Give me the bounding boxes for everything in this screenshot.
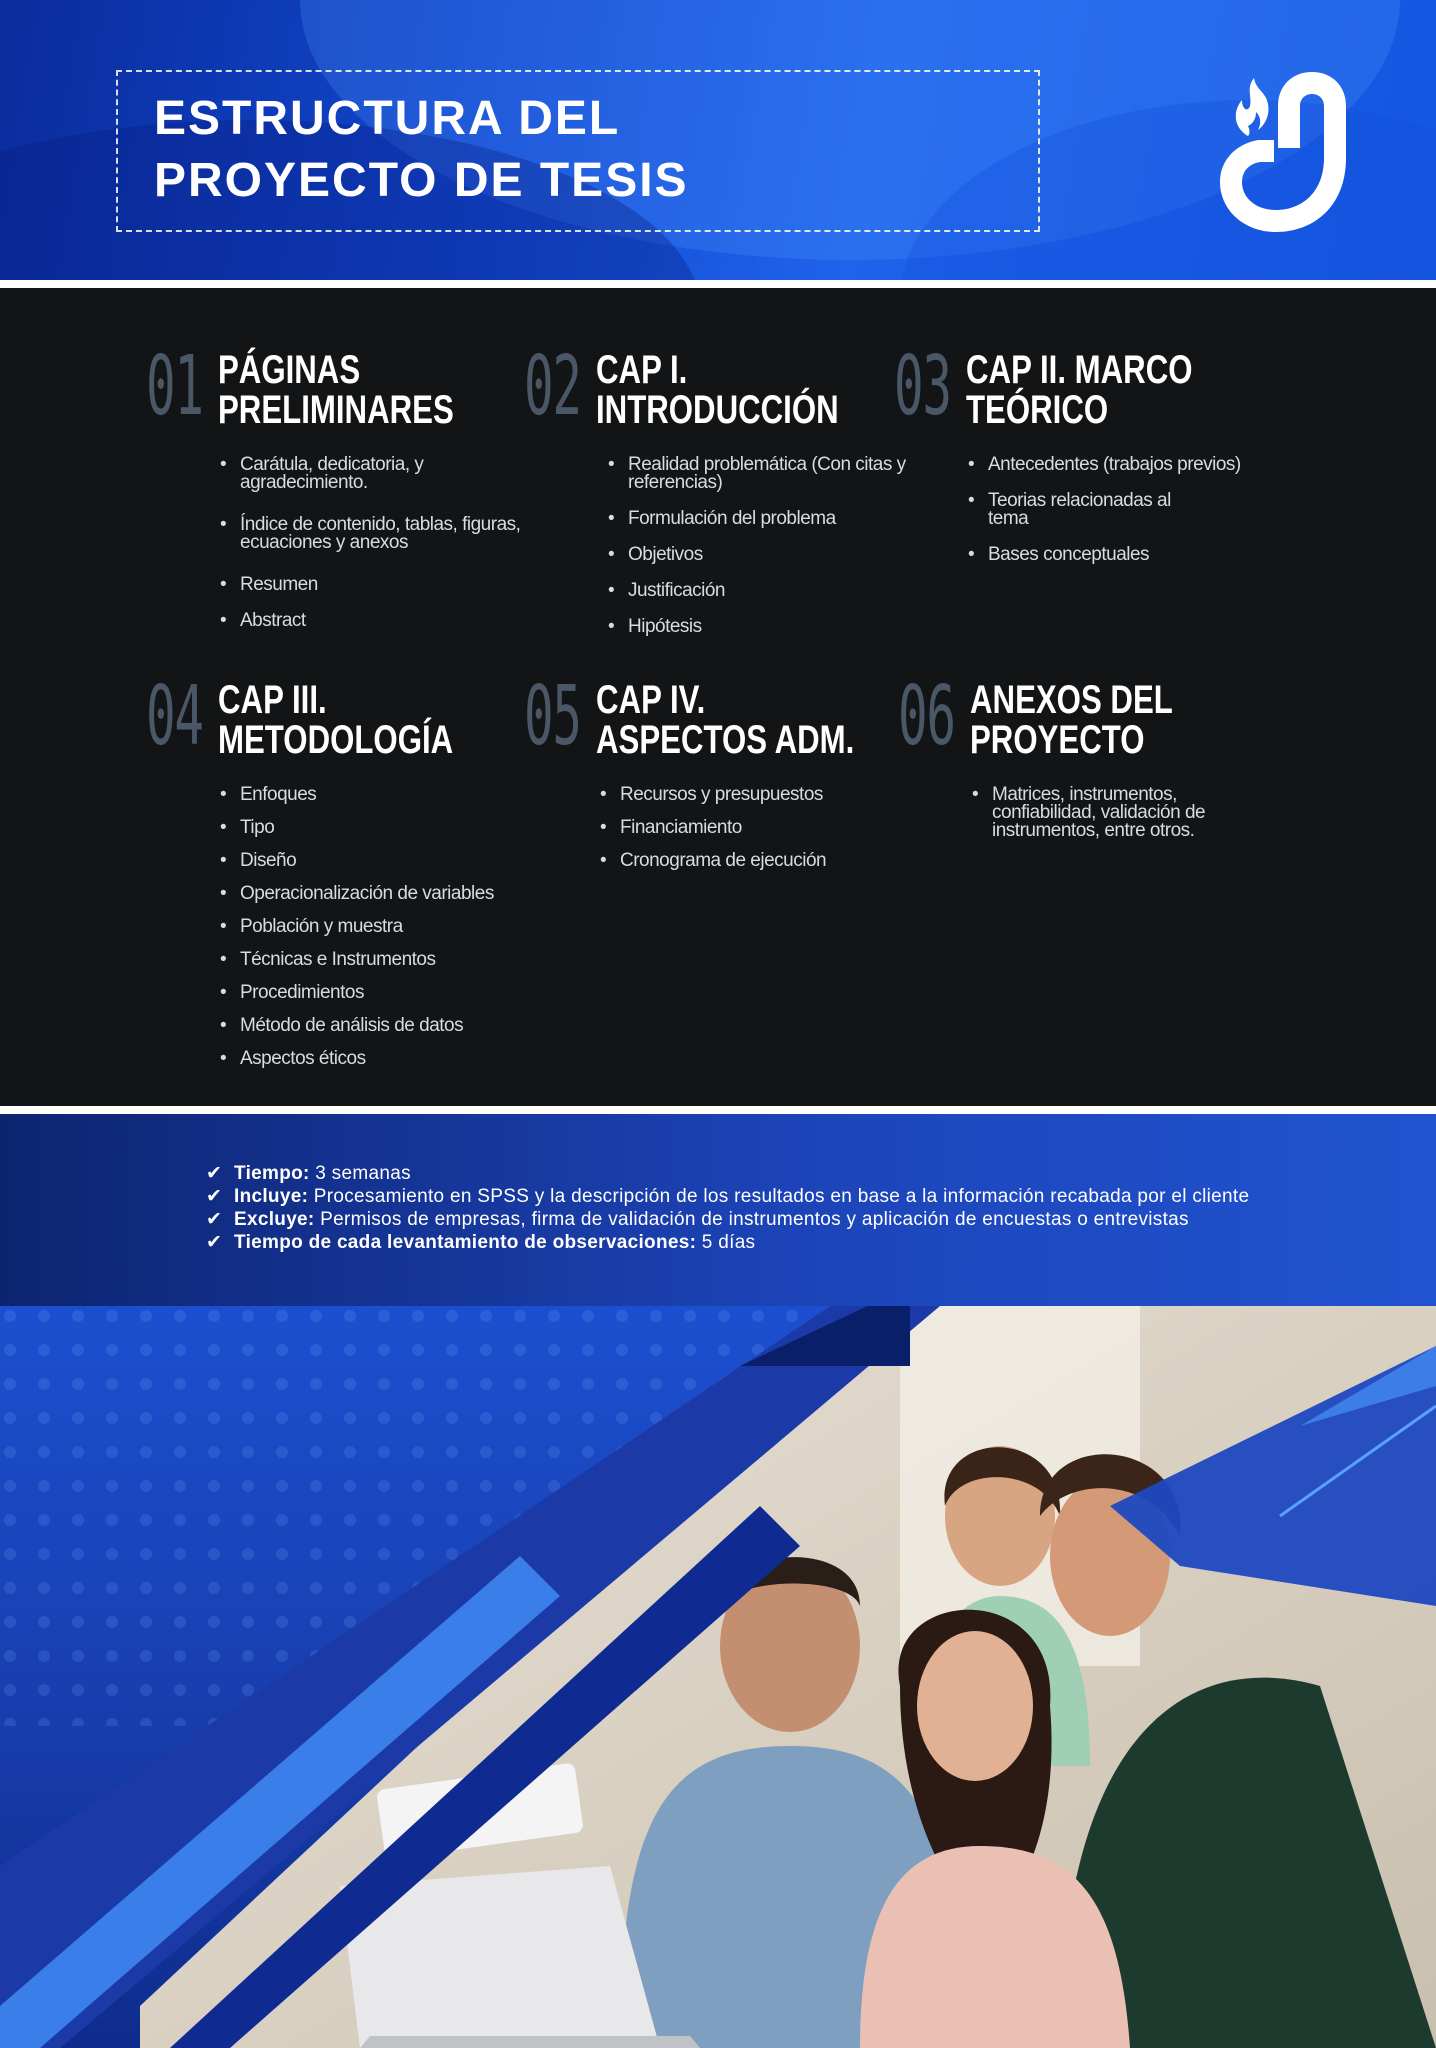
list-item: • Objetivos <box>628 546 918 564</box>
section-list <box>606 456 918 636</box>
header-banner <box>0 0 1436 280</box>
section-list <box>970 786 1252 840</box>
list-item: • Antecedentes (trabajos previos) <box>988 456 1318 474</box>
flame-j-logo-icon <box>1214 66 1354 236</box>
title-line-1: ESTRUCTURA DEL <box>154 92 621 145</box>
list-item: • Teorias relacionadas al tema <box>988 492 1188 528</box>
list-item: • Diseño <box>240 852 570 870</box>
list-item: • Hipótesis <box>628 618 918 636</box>
section-heading: PÁGINAS PRELIMINARES <box>218 348 454 432</box>
section-list <box>218 456 540 630</box>
list-item: • Financiamiento <box>620 819 920 837</box>
check-icon: ✔ <box>206 1186 223 1207</box>
section-heading: CAP I. INTRODUCCIÓN <box>596 348 839 432</box>
list-item: • Abstract <box>240 612 540 630</box>
list-item: • Técnicas e Instrumentos <box>240 951 570 969</box>
section-list <box>598 786 920 870</box>
list-item: • Resumen <box>240 576 540 594</box>
list-item: • Bases conceptuales <box>988 546 1318 564</box>
list-item: • Carátula, dedicatoria, y agradecimiento. <box>240 456 540 492</box>
section-number: 05 <box>524 669 581 764</box>
list-item: • Enfoques <box>240 786 570 804</box>
info-item: ✔ Excluye: Permisos de empresas, firma de validación de instrumentos y aplicación de encuestas o entrevistas <box>206 1209 1189 1230</box>
list-item: • Aspectos éticos <box>240 1050 570 1068</box>
list-item: • Formulación del problema <box>628 510 918 528</box>
list-item: • Matrices, instrumentos, confiabilidad, validación de instrumentos, entre otros. <box>992 786 1252 840</box>
structure-panel <box>0 288 1436 1106</box>
section-number: 03 <box>894 339 951 434</box>
section-heading: ANEXOS DEL PROYECTO <box>970 678 1173 762</box>
group-of-people-at-laptop-photo <box>0 1306 1436 2048</box>
divider <box>0 1106 1436 1114</box>
list-item: • Tipo <box>240 819 570 837</box>
list-item: • Realidad problemática (Con citas y referencias) <box>628 456 918 492</box>
section-number: 06 <box>898 669 955 764</box>
list-item: • Cronograma de ejecución <box>620 852 920 870</box>
check-icon: ✔ <box>206 1163 223 1184</box>
section-number: 04 <box>146 669 203 764</box>
info-item: ✔ Tiempo de cada levantamiento de observaciones: 5 días <box>206 1232 756 1253</box>
photo-illustration <box>0 1306 1436 2048</box>
section-number: 01 <box>146 339 203 434</box>
check-icon: ✔ <box>206 1232 223 1253</box>
divider <box>0 280 1436 288</box>
title-line-2: PROYECTO DE TESIS <box>154 154 689 207</box>
info-item: ✔ Tiempo: 3 semanas <box>206 1163 411 1184</box>
page-title <box>154 88 689 212</box>
list-item: • Operacionalización de variables <box>240 885 570 903</box>
info-item: ✔ Incluye: Procesamiento en SPSS y la descripción de los resultados en base a la información recabada por el cliente <box>206 1186 1250 1207</box>
section-heading: CAP II. MARCO TEÓRICO <box>966 348 1193 432</box>
list-item: • Método de análisis de datos <box>240 1017 570 1035</box>
list-item: • Recursos y presupuestos <box>620 786 920 804</box>
list-item: • Justificación <box>628 582 918 600</box>
section-list <box>966 456 1318 564</box>
info-list <box>206 1162 1249 1254</box>
section-heading: CAP IV. ASPECTOS ADM. <box>596 678 855 762</box>
section-number: 02 <box>524 339 581 434</box>
section-heading: CAP III. METODOLOGÍA <box>218 678 454 762</box>
list-item: • Población y muestra <box>240 918 570 936</box>
list-item: • Índice de contenido, tablas, figuras, ecuaciones y anexos <box>240 516 540 552</box>
check-icon: ✔ <box>206 1209 223 1230</box>
section-list <box>218 786 570 1068</box>
list-item: • Procedimientos <box>240 984 570 1002</box>
service-info-panel <box>0 1114 1436 1306</box>
